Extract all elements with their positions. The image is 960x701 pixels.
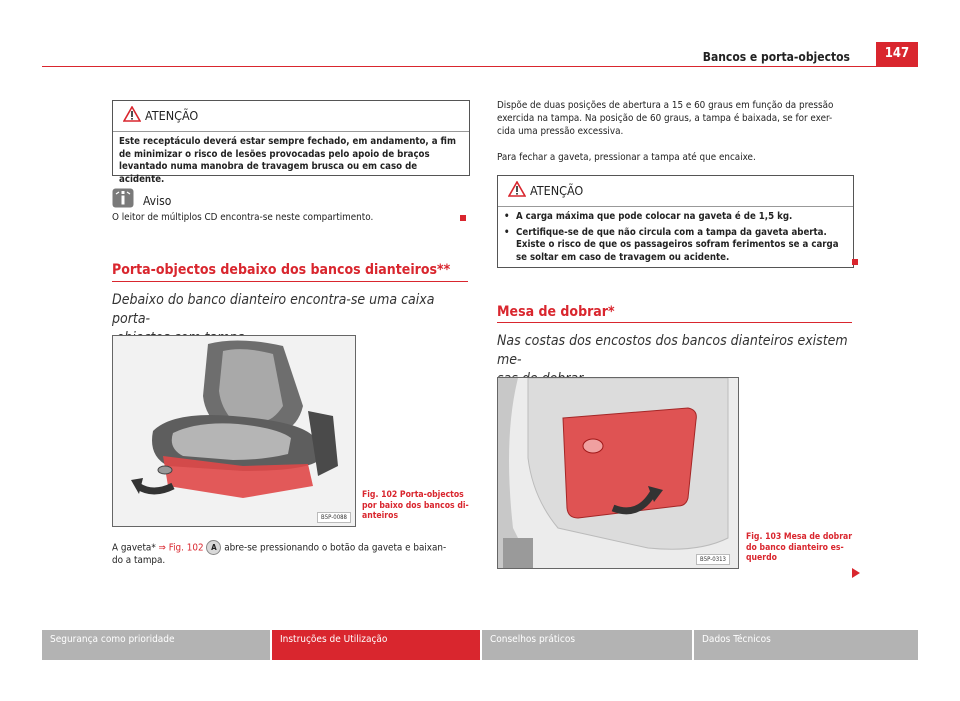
note-label: Aviso bbox=[143, 194, 172, 208]
figure-code: B5P-0088 bbox=[317, 512, 351, 523]
section-title-underseat-storage: Porta-objectos debaixo dos bancos dianteiros** bbox=[112, 262, 451, 278]
footer-tab-practical-tips[interactable]: Conselhos práticos bbox=[482, 630, 692, 660]
folding-table-illustration bbox=[498, 378, 738, 568]
info-note-icon bbox=[112, 188, 134, 212]
warning-box-load bbox=[497, 175, 854, 268]
warning-label: ATENÇÃO bbox=[145, 108, 199, 123]
section-title-rule bbox=[112, 281, 468, 282]
note-text: O leitor de múltiplos CD encontra-se neste compartimento. bbox=[112, 212, 374, 223]
section-intro: Nas costas dos encostos dos bancos dianteiros existem me- bbox=[497, 333, 848, 368]
warning-text: Este receptáculo deverá estar sempre fechado, em andamento, a fim de minimizar o risco de lesões provocadas pelo apoio de braços levantado numa manobra de travagem brusca ou em caso de acidente. bbox=[119, 136, 456, 185]
body-text-close: Para fechar a gaveta, pressionar a tampa até que encaixe. bbox=[497, 152, 756, 163]
seat-drawer-illustration bbox=[113, 336, 355, 526]
footer-tab-operating-instructions[interactable]: Instruções de Utilização bbox=[272, 630, 480, 660]
figure-folding-table bbox=[497, 377, 739, 569]
warning-box-drawer bbox=[112, 100, 470, 185]
warning-triangle-icon bbox=[508, 181, 526, 201]
continue-arrow-icon bbox=[852, 563, 860, 582]
body-text-drawer: A gaveta* ⇒ Fig. 102 A abre-se pressionando o botão da gaveta e baixan- do a tampa. bbox=[112, 540, 472, 568]
section-intro: Debaixo do banco dianteiro encontra-se uma caixa porta- bbox=[112, 292, 435, 327]
footer-tab-technical-data[interactable]: Dados Técnicos bbox=[694, 630, 918, 660]
section-title-rule bbox=[497, 322, 852, 323]
figure-reference-link[interactable]: ⇒ Fig. 102 bbox=[158, 542, 204, 554]
header-rule bbox=[42, 66, 918, 67]
callout-letter: A bbox=[206, 540, 221, 555]
warning-triangle-icon bbox=[123, 106, 141, 126]
figure-caption: Fig. 102 Porta-objectos por baixo dos bancos di- anteiros bbox=[362, 490, 469, 521]
section-end-marker bbox=[852, 259, 858, 265]
figure-seat-drawer bbox=[112, 335, 356, 527]
section-title-folding-table: Mesa de dobrar* bbox=[497, 304, 615, 320]
running-header-title: Bancos e porta-objectos bbox=[702, 50, 850, 64]
warning-bullet: • A carga máxima que pode colocar na gaveta é de 1,5 kg. bbox=[504, 211, 793, 222]
section-end-marker bbox=[460, 215, 466, 221]
warning-bullet: • Certifique-se de que não circula com a tampa da gaveta aberta. Existe o risco de que os passageiros sofram ferimentos se a carga se soltar em caso de travagem ou acidente. bbox=[504, 226, 839, 263]
footer-tab-safety[interactable]: Segurança como prioridade bbox=[42, 630, 270, 660]
page-number: 147 bbox=[876, 42, 918, 66]
figure-code: B5P-0313 bbox=[696, 554, 730, 565]
figure-caption: Fig. 103 Mesa de dobrar do banco dianteiro es- querdo bbox=[746, 532, 853, 563]
warning-label: ATENÇÃO bbox=[530, 183, 584, 198]
body-text-positions: Dispõe de duas posições de abertura a 15 e 60 graus em função da pressão exercida na tampa. Na posição de 60 graus, a tampa é baixada, se for exer- cida uma pressão excessiva. bbox=[497, 100, 834, 137]
